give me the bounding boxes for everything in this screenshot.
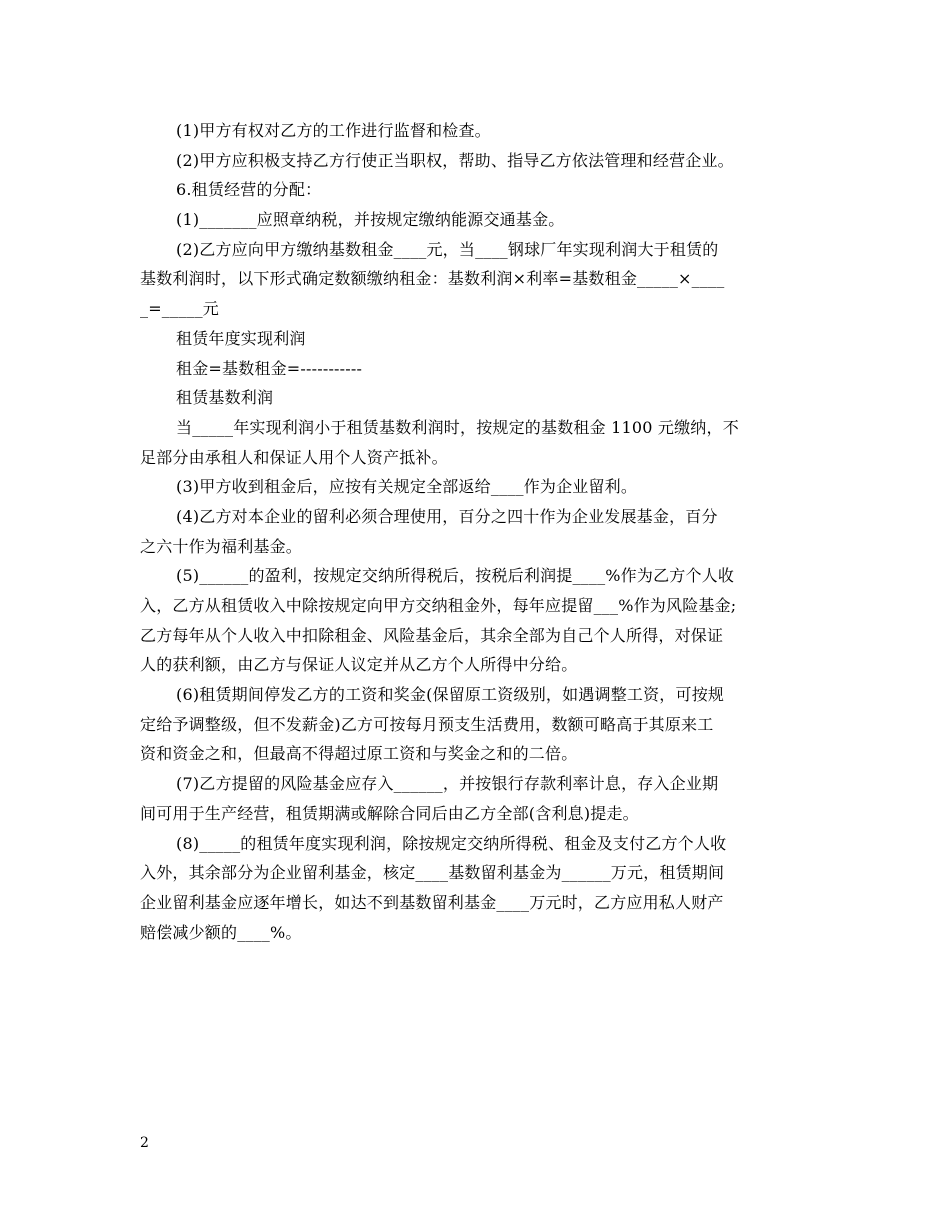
paragraph-line: (8)_____的租赁年度实现利润，除按规定交纳所得税、租金及支付乙方个人收 bbox=[176, 833, 727, 853]
paragraph-line: 租赁基数利润 bbox=[176, 388, 274, 408]
paragraph-line: (5)______的盈利，按规定交纳所得税后，按税后利润提____%作为乙方个人收 bbox=[176, 566, 735, 586]
paragraph-line: 足部分由承租人和保证人用个人资产抵补。 bbox=[140, 447, 448, 467]
paragraph-line: (6)租赁期间停发乙方的工资和奖金(保留原工资级别，如遇调整工资，可按规 bbox=[176, 685, 725, 705]
paragraph-line: 租金=基数租金=----------- bbox=[176, 358, 363, 378]
paragraph-line: (7)乙方提留的风险基金应存入______，并按银行存款利率计息，存入企业期 bbox=[176, 774, 719, 794]
paragraph-line: 人的获利额，由乙方与保证人议定并从乙方个人所得中分给。 bbox=[140, 655, 578, 675]
paragraph-line: 基数利润时，以下形式确定数额缴纳租金：基数利润×利率=基数租金_____×____ bbox=[140, 269, 725, 289]
paragraph-line: 间可用于生产经营，租赁期满或解除合同后由乙方全部(含利息)提走。 bbox=[140, 803, 639, 823]
paragraph-line: 企业留利基金应逐年增长，如达不到基数留利基金____万元时，乙方应用私人财产 bbox=[140, 892, 724, 912]
paragraph-line: 之六十作为福利基金。 bbox=[140, 536, 303, 556]
paragraph-line: _=_____元 bbox=[140, 299, 220, 319]
paragraph-line: 定给予调整级，但不发薪金)乙方可按每月预支生活费用，数额可略高于其原来工 bbox=[140, 714, 714, 734]
paragraph-line: 入外，其余部分为企业留利基金，核定____基数留利基金为______万元，租赁期间 bbox=[140, 863, 725, 883]
paragraph-line: (3)甲方收到租金后，应按有关规定全部返给____作为企业留利。 bbox=[176, 477, 638, 497]
paragraph-line: 当_____年实现利润小于租赁基数利润时，按规定的基数租金 1100 元缴纳，不 bbox=[176, 417, 739, 437]
paragraph-line: 赔偿减少额的____%。 bbox=[140, 922, 302, 942]
paragraph-line: (4)乙方对本企业的留利必须合理使用，百分之四十作为企业发展基金，百分 bbox=[176, 506, 718, 526]
paragraph-line: (2)甲方应积极支持乙方行使正当职权，帮助、指导乙方依法管理和经营企业。 bbox=[176, 150, 734, 170]
paragraph-line: 6.租赁经营的分配： bbox=[176, 180, 322, 200]
document-body bbox=[140, 116, 812, 947]
paragraph-line: 资和资金之和，但最高不得超过原工资和与奖金之和的二倍。 bbox=[140, 744, 578, 764]
paragraph-line: (1)_______应照章纳税，并按规定缴纳能源交通基金。 bbox=[176, 210, 565, 230]
paragraph-line: (1)甲方有权对乙方的工作进行监督和检查。 bbox=[176, 121, 491, 140]
paragraph-line: 租赁年度实现利润 bbox=[176, 328, 306, 348]
paragraph-line: 入，乙方从租赁收入中除按规定向甲方交纳租金外，每年应提留___%作为风险基金; bbox=[140, 596, 737, 615]
paragraph-line: (2)乙方应向甲方缴纳基数租金____元，当____钢球厂年实现利润大于租赁的 bbox=[176, 239, 719, 259]
paragraph-line: 乙方每年从个人收入中扣除租金、风险基金后，其余全部为自己个人所得，对保证 bbox=[140, 625, 724, 645]
page-number: 2 bbox=[140, 1135, 149, 1151]
